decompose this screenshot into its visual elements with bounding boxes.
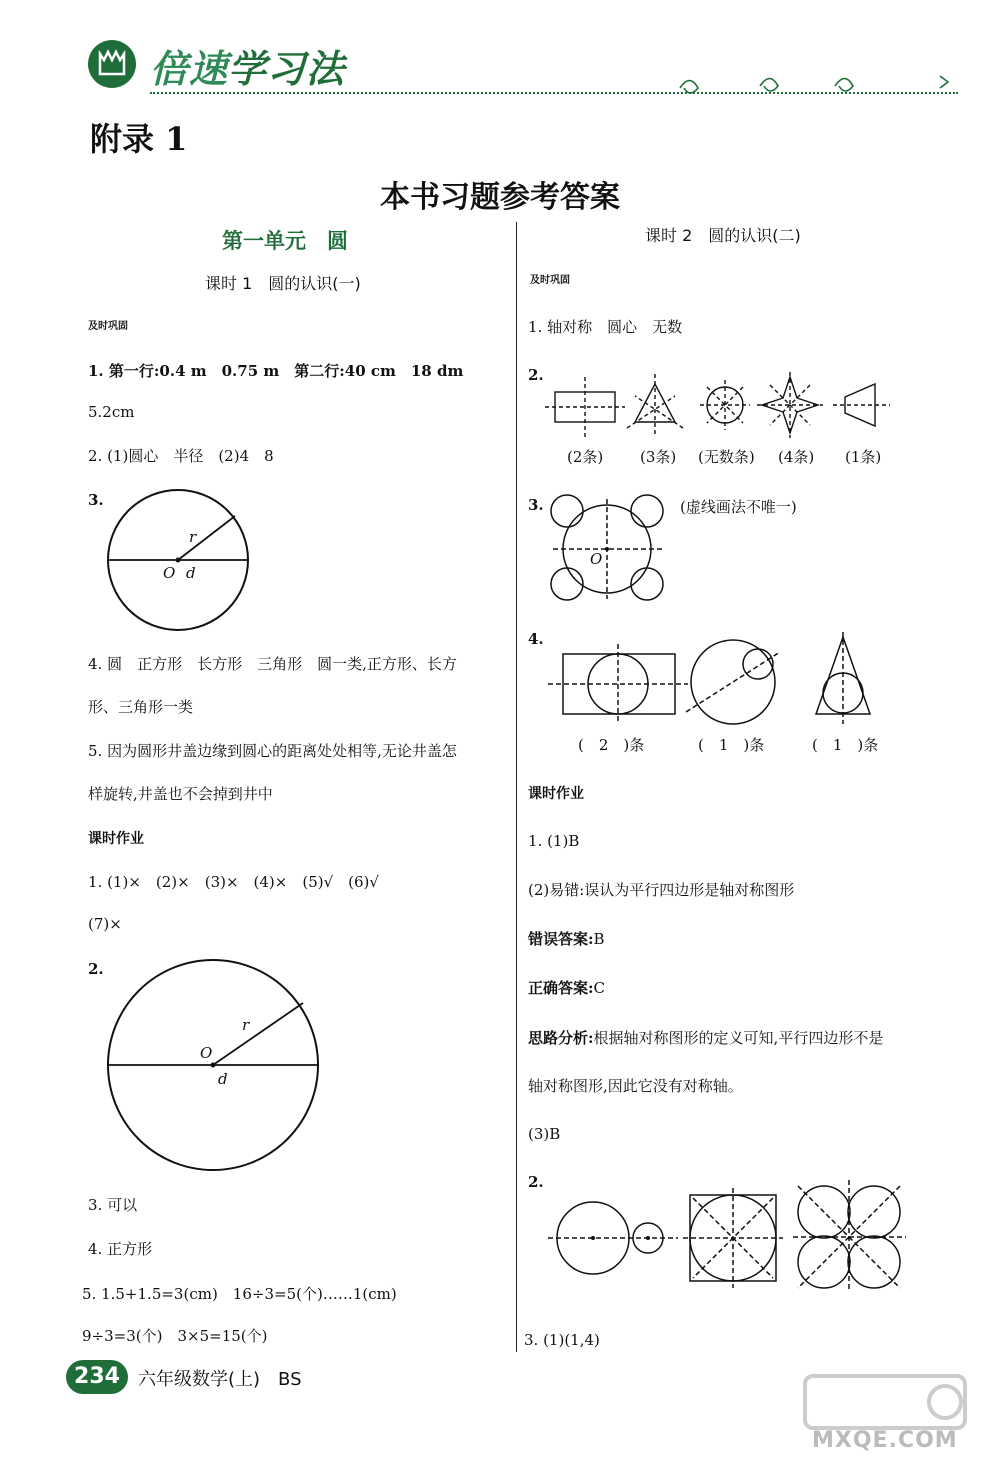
circles-figure-hw2 — [548, 1180, 913, 1292]
left-hw3: 3. 可以 — [88, 1196, 138, 1214]
page-title: 本书习题参考答案 — [380, 180, 620, 215]
lesson-1-heading: 课时 1 圆的认识(一) — [205, 274, 361, 293]
left-hw4: 4. 正方形 — [88, 1240, 153, 1258]
left-q2: 2. (1)圆心 半径 (2)4 8 — [88, 447, 274, 465]
axes-label-4: (4条) — [778, 448, 815, 466]
left-q1-line1: 1. 第一行:0.4 m 0.75 m 第二行:40 cm 18 dm — [88, 362, 464, 380]
brand-logo — [150, 38, 345, 93]
brand-bold: 倍速 — [150, 47, 229, 91]
q4-label-2: ( 1 )条 — [698, 736, 765, 754]
right-q3: 3. — [528, 496, 544, 514]
analysis-line2: 轴对称图形,因此它没有对称轴。 — [528, 1077, 743, 1095]
right-q4: 4. — [528, 630, 544, 648]
wrong-answer-label: 错误答案: — [528, 930, 594, 948]
q4-label-3: ( 1 )条 — [812, 736, 879, 754]
column-divider — [516, 222, 517, 1352]
analysis-text-1: 根据轴对称图形的定义可知,平行四边形不是 — [593, 1029, 884, 1047]
left-hw5-line2: 9÷3=3(个) 3×5=15(个) — [82, 1327, 268, 1345]
fig2-d-label: d — [218, 1070, 228, 1088]
fig1-o-label: O — [163, 564, 176, 582]
right-q2: 2. — [528, 366, 544, 384]
symmetry-axes-figure — [545, 372, 895, 442]
left-q4-line2: 形、三角形一类 — [88, 698, 194, 716]
footer-grade: 六年级数学(上) BS — [138, 1369, 302, 1390]
wrong-answer — [528, 932, 605, 947]
left-q1-line2: 5.2cm — [88, 403, 135, 421]
fig3-o-label: O — [590, 550, 603, 568]
section-homework-2: 课时作业 — [528, 786, 584, 802]
header-rule — [150, 92, 958, 94]
wrong-answer-value: B — [593, 930, 605, 948]
fig2-o-label: O — [200, 1044, 213, 1062]
axes-label-3: (无数条) — [698, 448, 755, 466]
lesson-2-heading: 课时 2 圆的认识(二) — [645, 226, 801, 245]
right-q1: 1. 轴对称 圆心 无数 — [528, 318, 683, 336]
fig1-d-label: d — [186, 564, 196, 582]
page-number: 234 — [66, 1360, 128, 1394]
right-hw1-1: 1. (1)B — [528, 832, 580, 850]
left-q5-line1: 5. 因为圆形井盖边缘到圆心的距离处处相等,无论井盖怎 — [88, 742, 457, 760]
right-hw3: 3. (1)(1,4) — [524, 1331, 600, 1349]
axes-label-5: (1条) — [845, 448, 882, 466]
correct-answer-label: 正确答案: — [528, 979, 594, 997]
left-q4-line1: 4. 圆 正方形 长方形 三角形 圆一类,正方形、长方 — [88, 655, 457, 673]
analysis-line1 — [528, 1031, 883, 1046]
brand-rest: 学习法 — [228, 47, 346, 91]
circles-figure-q3 — [545, 494, 670, 604]
correct-answer — [528, 981, 605, 996]
q4-label-1: ( 2 )条 — [578, 736, 645, 754]
axes-label-2: (3条) — [640, 448, 677, 466]
analysis-label: 思路分析: — [528, 1029, 594, 1047]
circle-figure-1 — [105, 488, 255, 633]
left-hw2: 2. — [88, 960, 104, 978]
section-homework: 课时作业 — [88, 831, 144, 847]
right-hw1-3: (3)B — [528, 1125, 561, 1143]
section-consolidate-2: 及时巩固 — [530, 275, 570, 286]
fig1-r-label: r — [189, 528, 197, 546]
right-hw2: 2. — [528, 1173, 544, 1191]
logo-icon — [88, 40, 136, 88]
right-hw1-2: (2)易错:误认为平行四边形是轴对称图形 — [528, 881, 795, 899]
symmetry-figure-q4 — [548, 632, 893, 724]
left-hw1-line2: (7)× — [88, 915, 122, 933]
circle-figure-2 — [105, 958, 325, 1173]
left-hw5-line1: 5. 1.5+1.5=3(cm) 16÷3=5(个)……1(cm) — [82, 1285, 397, 1303]
unit-title: 第一单元 圆 — [222, 229, 348, 253]
left-hw1-line1: 1. (1)× (2)× (3)× (4)× (5)√ (6)√ — [88, 873, 379, 891]
q3-note: (虚线画法不唯一) — [680, 498, 797, 516]
axes-label-1: (2条) — [567, 448, 604, 466]
fig2-r-label: r — [242, 1016, 250, 1034]
left-q3: 3. — [88, 491, 104, 509]
correct-answer-value: C — [593, 979, 606, 997]
section-consolidate: 及时巩固 — [88, 321, 128, 332]
left-q5-line2: 样旋转,井盖也不会掉到井中 — [88, 785, 273, 803]
appendix-heading: 附录 1 — [90, 120, 188, 158]
watermark-text: MXQE.COM — [812, 1428, 958, 1453]
